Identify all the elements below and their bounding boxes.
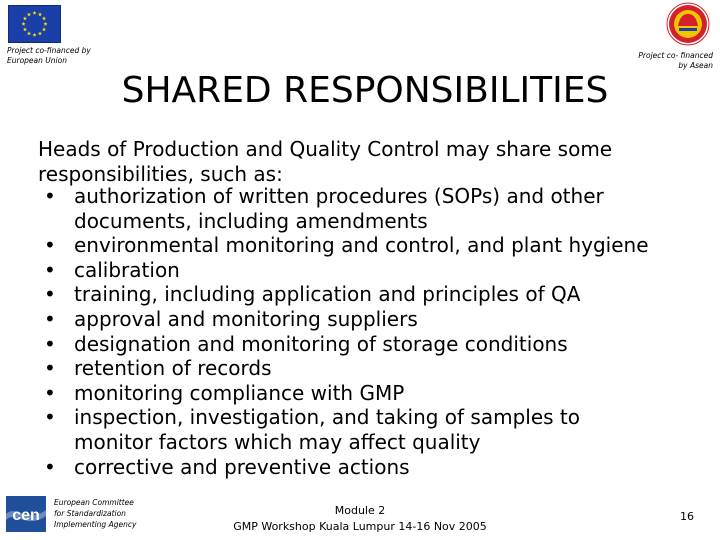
- cen-logo-text: cen: [12, 507, 40, 524]
- list-item: [44, 332, 649, 357]
- list-item: [44, 233, 649, 258]
- asean-cofinance-line2: by Asean: [678, 61, 713, 70]
- asean-logo-icon: [666, 2, 710, 46]
- bullet-icon: •: [44, 380, 56, 405]
- list-item-text: training, including application and principles of QA: [74, 282, 581, 307]
- intro-line-2: responsibilities, such as:: [38, 161, 283, 186]
- cen-line1: European Committee: [54, 498, 134, 507]
- eu-star-icon: [42, 27, 46, 31]
- list-item-continuation: [44, 430, 649, 455]
- workshop-label: GMP Workshop Kuala Lumpur 14-16 Nov 2005: [233, 520, 487, 533]
- eu-cofinance-line2: European Union: [7, 56, 67, 65]
- bullet-icon: •: [44, 331, 56, 356]
- list-item: [44, 405, 649, 430]
- list-item-text: environmental monitoring and control, and plant hygiene: [74, 233, 649, 258]
- cen-line3: Implementing Agency: [54, 520, 137, 529]
- list-item-text: corrective and preventive actions: [74, 454, 410, 479]
- intro-line-1: Heads of Production and Quality Control may share some: [38, 137, 613, 161]
- bullet-icon: •: [44, 282, 56, 307]
- eu-star-icon: [21, 22, 25, 26]
- list-item-continuation: [44, 209, 649, 234]
- asean-cofinance-line1: Project co- financed: [638, 51, 713, 60]
- slide-title: SHARED RESPONSIBILITIES: [121, 70, 609, 111]
- eu-star-icon: [32, 11, 36, 15]
- bullet-icon: •: [44, 454, 56, 479]
- list-item-text: authorization of written procedures (SOPs) and other: [74, 184, 604, 208]
- list-item-text: approval and monitoring suppliers: [74, 306, 418, 331]
- bullet-icon: •: [44, 233, 56, 258]
- list-item-text: designation and monitoring of storage conditions: [74, 331, 568, 356]
- responsibility-list: [44, 184, 649, 479]
- list-item: [44, 381, 649, 406]
- list-item-text: retention of records: [74, 356, 272, 381]
- eu-cofinance-line1: Project co-financed by: [7, 46, 91, 55]
- list-item: [44, 455, 649, 480]
- asean-cofinance-note: [620, 51, 713, 71]
- cen-agency-note: [54, 497, 136, 530]
- eu-star-icon: [42, 16, 46, 20]
- eu-star-icon: [32, 33, 36, 37]
- list-item-text: monitoring compliance with GMP: [74, 380, 405, 405]
- eu-star-icon: [23, 27, 27, 31]
- intro-text: [38, 137, 612, 186]
- list-item: [44, 307, 649, 332]
- list-item-text: documents, including amendments: [74, 208, 428, 233]
- cen-logo-icon: [6, 496, 46, 532]
- eu-star-icon: [43, 22, 47, 26]
- list-item-text: monitor factors which may affect quality: [74, 429, 481, 454]
- bullet-icon: •: [44, 306, 56, 331]
- list-item: [44, 184, 649, 209]
- list-item-text: inspection, investigation, and taking of samples to: [74, 405, 580, 430]
- eu-cofinance-note: [7, 46, 91, 66]
- list-item: [44, 258, 649, 283]
- bullet-icon: •: [44, 257, 56, 282]
- eu-star-icon: [27, 12, 31, 16]
- footer-module-info: [230, 503, 490, 535]
- bullet-icon: •: [44, 356, 56, 381]
- eu-star-icon: [38, 12, 42, 16]
- eu-star-icon: [38, 31, 42, 35]
- list-item-text: calibration: [74, 257, 180, 282]
- bullet-icon: •: [44, 405, 56, 430]
- eu-flag-icon: [8, 5, 61, 43]
- module-label: Module 2: [334, 504, 386, 517]
- bullet-icon: •: [44, 184, 56, 208]
- cen-line2: for Standardization: [54, 509, 126, 518]
- page-number: 16: [680, 510, 694, 523]
- eu-star-icon: [23, 16, 27, 20]
- list-item: [44, 356, 649, 381]
- list-item: [44, 282, 649, 307]
- eu-star-icon: [27, 31, 31, 35]
